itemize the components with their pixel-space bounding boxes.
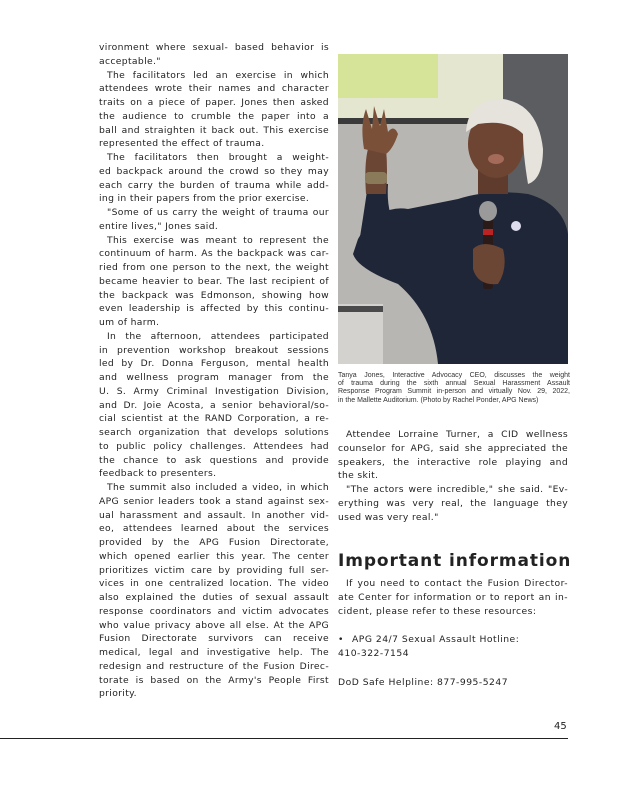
text-line: which opened earlier this year. The center (99, 550, 329, 562)
text-line: Fusion Directorate survivors can receive (99, 633, 329, 645)
text-line: erything was very real, the language they (338, 497, 568, 509)
text-line: provided by the APG Fusion Directorate, (99, 537, 329, 548)
text-line: ed backpack around the crowd so they may (99, 165, 329, 177)
text-line: This exercise was meant to represent the (107, 234, 329, 246)
text-line: APG senior leaders took a stand against sex- (99, 495, 329, 507)
text-line: attendees wrote their names and character (99, 83, 329, 95)
text-line: continuum of harm. As the backpack was car- (99, 248, 329, 260)
text-line: to public policy challenges. Attendees had (99, 440, 329, 452)
text-line: the skit. (338, 470, 379, 482)
text-line: "The actors were incredible," she said. "Ev- (346, 484, 568, 495)
text-line: traits on a piece of paper. Jones then asked (99, 97, 329, 108)
text-line: In the afternoon, attendees participated (107, 330, 329, 342)
text-line: U. S. Army Criminal Investigation Division, (99, 385, 329, 397)
text-line: feedback to presenters. (99, 468, 217, 480)
text-line: represented the effect of trauma. (99, 138, 265, 150)
photo-caption (338, 372, 570, 405)
text-line: Attendee Lorraine Turner, a CID wellness (346, 429, 568, 440)
hotline-item (338, 633, 519, 661)
text-line: each carry the burden of trauma while add- (99, 179, 329, 191)
text-line: the backpack was Edmonson, showing how (99, 289, 329, 301)
text-line: eo, attendees learned about the services (99, 523, 329, 535)
text-line: Response Program Summit in-person and virtually Nov. 29, 2022, (338, 388, 570, 396)
left-article-column (99, 41, 329, 701)
info-intro (338, 577, 568, 618)
text-line: the chance to ask questions and provide (99, 454, 329, 466)
text-line: of trauma during the sixth annual Sexual Harassment Assault (338, 380, 570, 388)
text-line: who value privacy above all else. At the APG (99, 619, 329, 631)
text-line: The summit also included a video, in which (107, 482, 329, 493)
text-line: in prevention workshop breakout sessions (99, 344, 329, 356)
text-line: even leadership is affected by this continu- (99, 303, 329, 315)
text-line: vices in one centralized location. The video (99, 578, 329, 590)
right-article-column (338, 428, 568, 524)
page-number: 45 (554, 721, 567, 732)
text-line: the audience to crumble the paper into a (99, 110, 329, 122)
text-line: ual harassment and assault. In another vid- (99, 509, 329, 521)
text-line: led by Dr. Donna Ferguson, mental health (99, 358, 329, 370)
text-line: used was very real." (338, 511, 439, 523)
text-line: Tanya Jones, Interactive Advocacy CEO, discusses the weight (338, 372, 570, 379)
text-line: The facilitators then brought a weight- (107, 152, 329, 163)
text-line: "Some of us carry the weight of trauma our (107, 207, 329, 218)
text-line: and Dr. Joie Acosta, a senior behavioral/so- (99, 399, 329, 411)
text-line: medical, legal and investigative help. The (99, 647, 329, 658)
text-line: priority. (99, 688, 137, 700)
footer-rule (0, 738, 568, 739)
bullet-icon: • (338, 634, 344, 645)
text-line: search organization that develops solutions (99, 427, 329, 438)
text-line: cident, please refer to these resources: (338, 605, 537, 617)
text-line: response coordinators and victim advocates (99, 605, 329, 617)
text-line: ate Center for information or to report an in- (338, 591, 568, 603)
hotline-label: APG 24/7 Sexual Assault Hotline: (352, 634, 520, 645)
text-line: acceptable." (99, 55, 161, 67)
article-photo (338, 54, 568, 364)
text-line: entire lives," Jones said. (99, 220, 219, 232)
text-line: speakers, the interactive role playing and (338, 456, 568, 468)
text-line: cial scientist at the RAND Corporation, a re- (99, 413, 329, 425)
text-line: and wellness program manager from the (99, 372, 329, 383)
text-line: If you need to contact the Fusion Director- (346, 578, 568, 589)
text-line: ried from one person to the next, the weight (99, 262, 329, 273)
text-line: torate is based on the Army's People First (99, 674, 329, 686)
text-line: redesign and restructure of the Fusion Direc- (99, 660, 329, 672)
text-line: ball and straighten it back out. This exercise (99, 124, 329, 136)
hotline-number: 410-322-7154 (338, 648, 410, 659)
text-line: vironment where sexual- based behavior is (99, 42, 329, 53)
text-line: counselor for APG, said she appreciated the (338, 442, 568, 454)
dod-helpline: DoD Safe Helpline: 877-995-5247 (338, 677, 509, 688)
text-line: The facilitators led an exercise in which (107, 69, 329, 81)
text-line: became heavier to bear. The last recipient of (99, 275, 329, 287)
text-line: prioritizes victim care by providing full ser- (99, 564, 329, 576)
section-heading: Important information (338, 551, 572, 571)
text-line: um of harm. (99, 317, 160, 328)
text-line: ing in their papers from the prior exercise. (99, 193, 310, 205)
text-line: in the Mallette Auditorium. (Photo by Rachel Ponder, APG News) (338, 396, 539, 404)
text-line: also explained the duties of sexual assault (99, 592, 329, 603)
